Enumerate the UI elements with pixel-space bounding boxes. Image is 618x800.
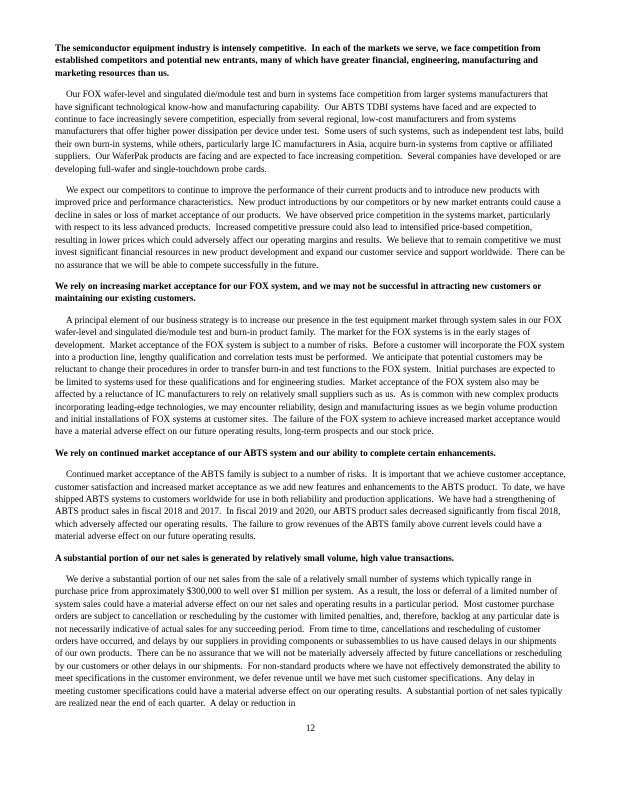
- risk-heading-fox-market-acceptance: We rely on increasing market acceptance for our FOX system, and we may not be successful in attracting new customers or maintaining our existing customers.: [55, 280, 544, 304]
- paragraph-net-sales-detail: We derive a substantial portion of our net sales from the sale of a relatively small number of systems which typically range in purchase price from approximately $300,000 to well over $1 million per system. As a result, the loss or deferral of a limited number of system sales could have a material adverse effect on our net sales and operating results in a particular period. Most customer purchase orders are subject to cancellation or rescheduling by the customer with limited penalties, and, therefore, backlog at any particular date is not necessarily indicative of actual sales for any succeeding period. From time to time, cancellations and rescheduling of customer orders have occurred, and delays by our suppliers in providing components or subassemblies to us have caused delays in our shipments of our own products. There can be no assurance that we will not be materially adversely affected by future cancellations or rescheduling by our customers or other delays in our shipments. For non-standard products where we have not effectively demonstrated the ability to meet specifications in the customer environment, we defer revenue until we have met such customer specifications. Any delay in meeting customer specifications could have a material adverse effect on our operating results. A substantial portion of net sales typically are realized near the end of each quarter. A delay or reduction in: [55, 574, 565, 709]
- risk-heading-abts-market-acceptance: We rely on continued market acceptance of our ABTS system and our ability to complete certain enhancements.: [55, 447, 496, 458]
- paragraph-fox-strategy: A principal element of our business strategy is to increase our presence in the test equipment market through system sales in our FOX wafer-level and singulated die/module test and burn-in product family. The market for the FOX systems is in the early stages of development. Market acceptance of the FOX system is subject to a number of risks. Before a customer will incorporate the FOX system into a production line, lengthy qualification and correlation tests must be performed. We anticipate that potential customers may be reluctant to change their procedures in order to transfer burn-in and test functions to the FOX system. Initial purchases are expected to be limited to systems used for these qualifications and for engineering studies. Market acceptance of the FOX system also may be affected by a reluctance of IC manufacturers to rely on relatively small suppliers such as us. As is common with new complex products incorporating leading-edge technologies, we may encounter reliability, design and manufacturing issues as we begin volume production and initial installations of FOX systems at customer sites. The failure of the FOX system to achieve increased market acceptance would have a material adverse effect on our future operating results, long-term prospects and our stock price.: [55, 314, 568, 437]
- paragraph-competitor-improvement: We expect our competitors to continue to improve the performance of their current products and to introduce new products with improved price and performance characteristics. New product introductions by our competitors or by new market entrants could cause a decline in sales or loss of market acceptance of our products. We have observed price competition in the systems market, particularly with respect to its less advanced products. Increased competitive pressure could also lead to intensified price-based competition, resulting in lower prices which could adversely affect our operating margins and results. We believe that to remain competitive we must invest significant financial resources in new product development and expand our customer service and support worldwide. There can be no assurance that we will be able to compete successfully in the future.: [55, 185, 568, 270]
- risk-heading-industry-competitive: The semiconductor equipment industry is intensely competitive. In each of the markets we serve, we face competition from established competitors and potential new entrants, many of which have greater financial, engineering, manufacturing and marketing resources than us.: [55, 43, 544, 78]
- page-number: 12: [305, 722, 316, 733]
- paragraph-fox-competition: Our FOX wafer-level and singulated die/module test and burn in systems face competition from larger systems manufacturers that have significant technological know-how and manufacturing capability. Our ABTS TDBI systems have faced and are expected to continue to face increasingly severe competition, especially from several regional, low-cost manufacturers and from systems manufacturers that offer higher power dissipation per device under test. Some users of such systems, such as independent test labs, build their own burn-in systems, while others, particularly large IC manufacturers in Asia, acquire burn-in systems from captive or affiliated suppliers. Our WaferPak products are facing and are expected to face increasing competition. Several companies have developed or are developing full-wafer and single-touchdown probe cards.: [55, 89, 566, 174]
- paragraph-abts-acceptance: Continued market acceptance of the ABTS family is subject to a number of risks. It is important that we achieve customer acceptance, customer satisfaction and increased market acceptance as we add new features and enhancements to the ABTS product. To date, we have shipped ABTS systems to customers worldwide for use in both reliability and production applications. We have had a strengthening of ABTS product sales in fiscal 2018 and 2017. In fiscal 2019 and 2020, our ABTS product sales decreased significantly from fiscal 2018, which adversely affected our operating results. The failure to grow revenues of the ABTS family above current levels could have a material adverse effect on our future operating results.: [55, 469, 569, 542]
- risk-heading-net-sales-transactions: A substantial portion of our net sales is generated by relatively small volume, high value transactions.: [55, 552, 455, 563]
